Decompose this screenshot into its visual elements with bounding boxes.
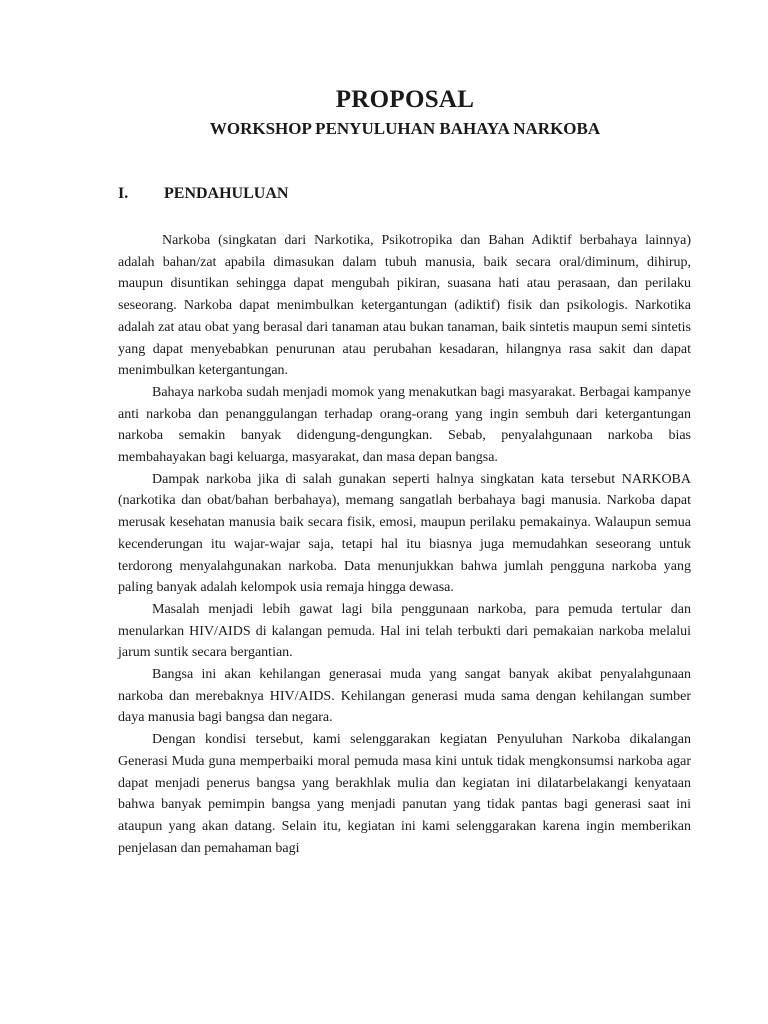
paragraph-5: Bangsa ini akan kehilangan generasai muda yang sangat banyak akibat penyalahgunaan narkoba dan merebaknya HIV/AIDS. Kehilangan generasi muda sama dengan kehilangan sumber daya manusia bagi bangsa dan negara. (118, 667, 691, 726)
paragraph-1: Narkoba (singkatan dari Narkotika, Psikotropika dan Bahan Adiktif berbahaya lainnya) adalah bahan/zat apabila dimasukan dalam tubuh manusia, baik secara oral/diminum, dihirup, maupun disuntikan sehingga dapat mengubah pikiran, suasana hati atau perasaan, dan perilaku seseorang. Narkoba dapat menimbulkan ketergantungan (adiktif) fisik dan psikologis. Narkotika adalah zat atau obat yang berasal dari tanaman atau bukan tanaman, baik sintetis maupun semi sintetis yang dapat menyebabkan penurunan atau perubahan kesadaran, hilangnya rasa sakit dan dapat menimbulkan ketergantungan. (118, 233, 691, 379)
paragraph-6: Dengan kondisi tersebut, kami selenggarakan kegiatan Penyuluhan Narkoba dikalangan Generasi Muda guna memperbaiki moral pemuda masa kini untuk tidak mengkonsumsi narkoba agar dapat menjadi penerus bangsa yang berakhlak mulia dan kegiatan ini dilatarbelakangi kenyataan bahwa banyak pemimpin bangsa yang menjadi panutan yang tidak pantas bagi generasi saat ini ataupun yang akan datang. Selain itu, kegiatan ini kami selenggarakan karena ingin memberikan penjelasan dan pemahaman bagi (118, 732, 691, 856)
paragraph-2: Bahaya narkoba sudah menjadi momok yang menakutkan bagi masyarakat. Berbagai kampanye anti narkoba dan penanggulangan terhadap orang-orang yang ingin sembuh dari ketergantungan narkoba semakin banyak didengung-dengungkan. Sebab, penyalahgunaan narkoba bias membahayakan bagi keluarga, masyarakat, dan masa depan bangsa. (118, 384, 691, 466)
paragraph-4: Masalah menjadi lebih gawat lagi bila penggunaan narkoba, para pemuda tertular dan menularkan HIV/AIDS di kalangan pemuda. Hal ini telah terbukti dari pemakaian narkoba melalui jarum suntik secara bergantian. (118, 601, 691, 661)
document-title: PROPOSAL (335, 86, 475, 113)
section-title: PENDAHULUAN (164, 185, 289, 202)
section-number: I. (118, 185, 129, 202)
section-heading (118, 185, 288, 203)
section-body (118, 230, 691, 859)
document-subtitle: WORKSHOP PENYULUHAN BAHAYA NARKOBA (209, 119, 601, 138)
paragraph-3: Dampak narkoba jika di salah gunakan seperti halnya singkatan kata tersebut NARKOBA (narkotika dan obat/bahan berbahaya), memang sangatlah berbahaya bagi manusia. Narkoba dapat merusak kesehatan manusia baik secara fisik, emosi, maupun perilaku pemakainya. Walaupun semua kecenderungan itu wajar-wajar saja, tetapi hal itu biasnya juga memudahkan seseorang untuk terdorong menyalahgunakan narkoba. Data menunjukkan bahwa jumlah pengguna narkoba yang paling banyak adalah kelompok usia remaja hingga dewasa. (118, 471, 691, 596)
